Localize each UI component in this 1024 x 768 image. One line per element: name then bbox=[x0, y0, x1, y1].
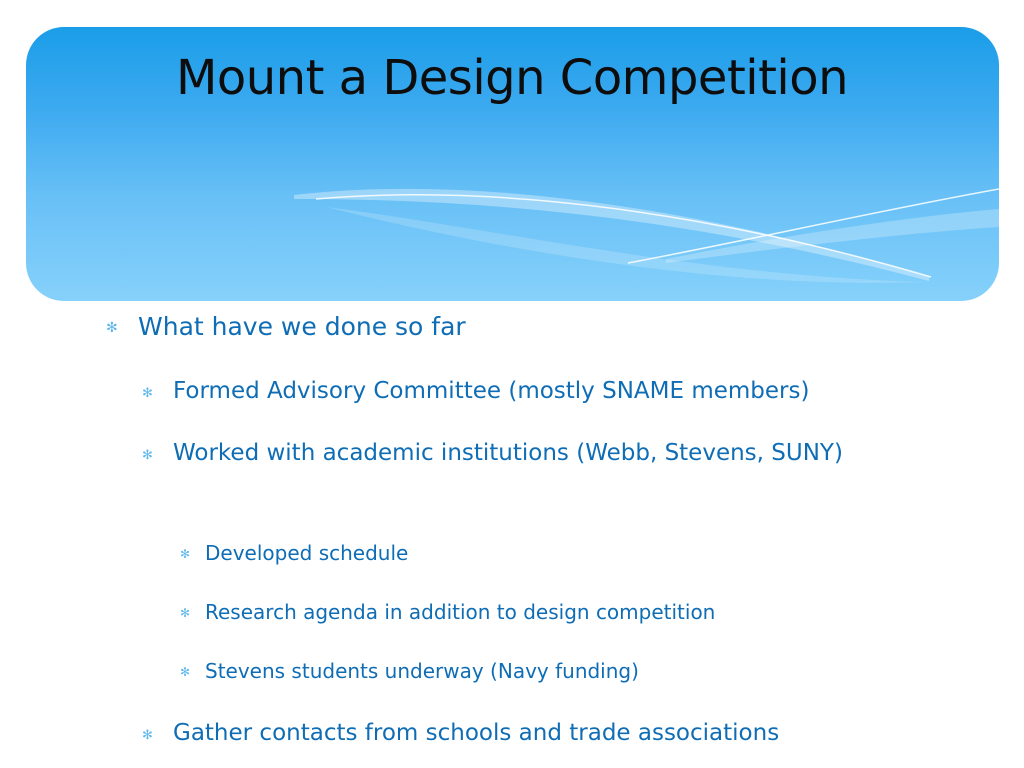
bullet-star-icon: ✻ bbox=[180, 665, 191, 679]
bullet-item bbox=[106, 312, 466, 343]
bullet-text: Gather contacts from schools and trade associations bbox=[173, 720, 780, 746]
bullet-star-icon: ✻ bbox=[180, 547, 191, 561]
bullet-text: Stevens students underway (Navy funding) bbox=[205, 659, 639, 683]
bullet-item bbox=[180, 540, 408, 567]
bullet-item bbox=[142, 716, 922, 753]
bullet-item bbox=[142, 436, 922, 473]
bullet-text: Formed Advisory Committee (mostly SNAME members) bbox=[173, 378, 810, 404]
bullet-star-icon: ✻ bbox=[142, 728, 153, 743]
bullet-text: Research agenda in addition to design competition bbox=[205, 600, 716, 624]
slide-title: Mount a Design Competition bbox=[175, 50, 849, 106]
bullet-star-icon: ✻ bbox=[106, 320, 118, 336]
bullet-item bbox=[142, 374, 922, 411]
bullet-star-icon: ✻ bbox=[142, 386, 153, 401]
bullet-item bbox=[180, 658, 639, 685]
bullet-star-icon: ✻ bbox=[142, 448, 153, 463]
bullet-text: What have we done so far bbox=[138, 312, 466, 341]
bullet-item bbox=[180, 599, 715, 626]
bullet-star-icon: ✻ bbox=[180, 606, 191, 620]
bullet-text: Worked with academic institutions (Webb, Stevens, SUNY) bbox=[173, 440, 843, 466]
bullet-text: Developed schedule bbox=[205, 541, 409, 565]
